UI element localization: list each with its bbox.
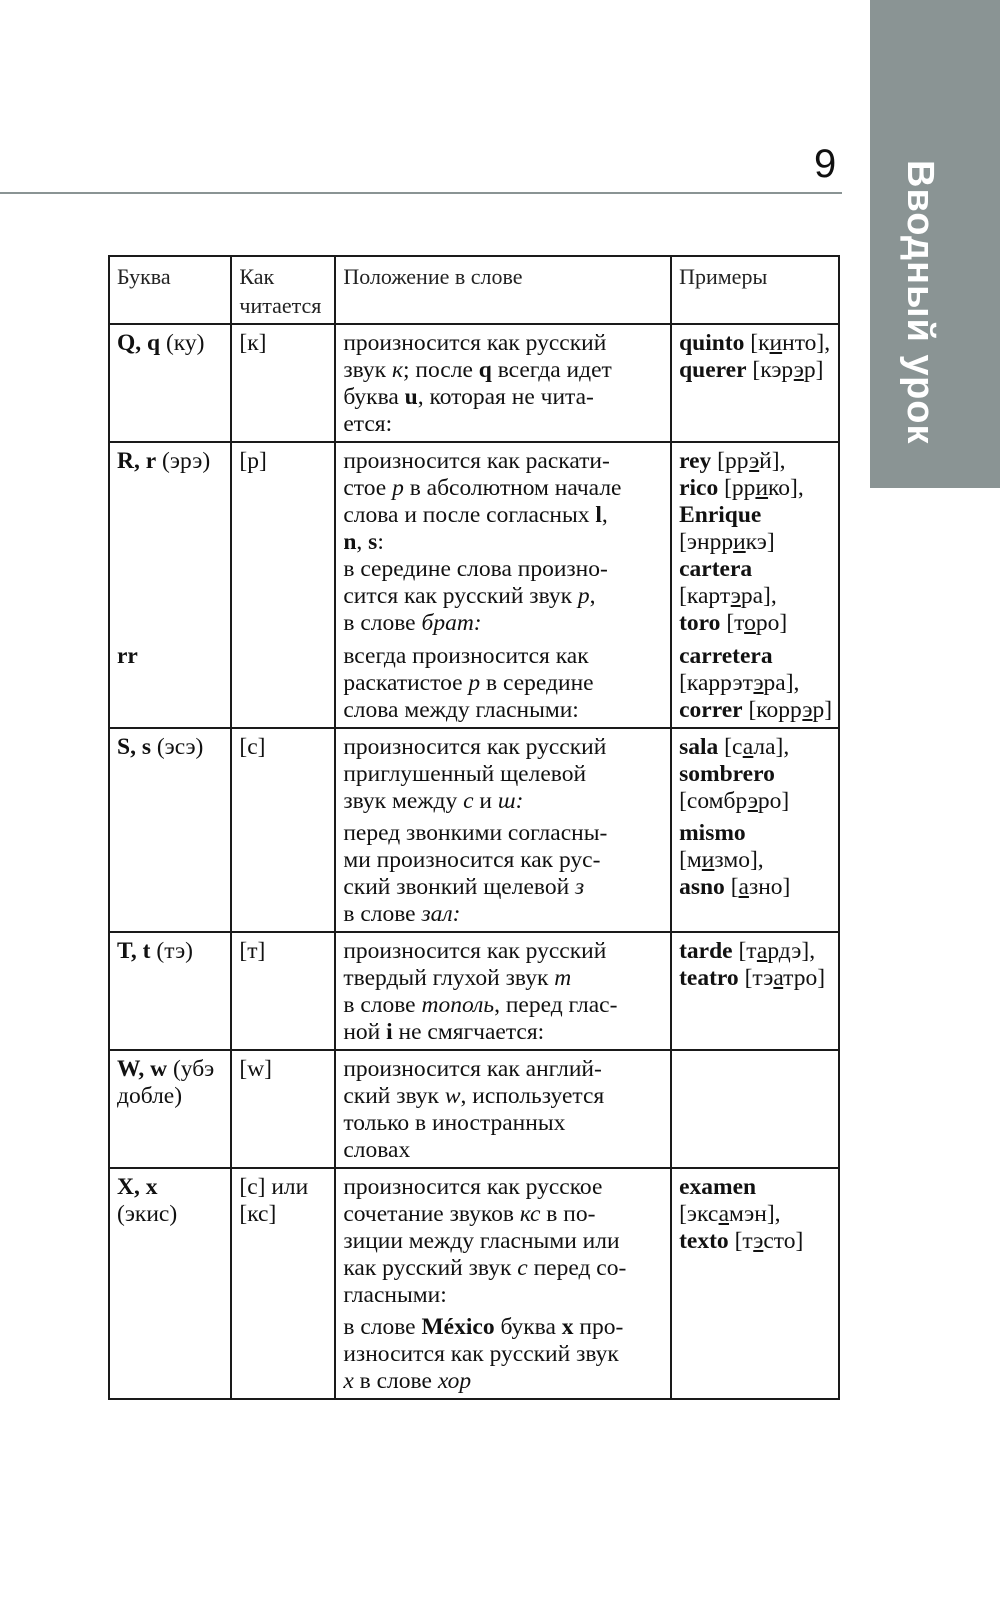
letter-cell: rr	[109, 639, 231, 728]
page-number: 9	[814, 142, 837, 186]
examples-cell: examen [эксамэн], texto [тэсто]	[671, 1168, 839, 1399]
table-row	[109, 324, 839, 442]
position-cell: произносится как англий- ский звук w, используется только в иностранных словах	[335, 1050, 671, 1168]
sound-cell: [т]	[231, 932, 335, 1050]
header-position: Положение в слове	[335, 256, 671, 324]
header-rule	[0, 192, 842, 194]
letter-cell: R, r (эрэ)	[109, 442, 231, 639]
table-row	[109, 442, 839, 639]
sound-cell: [с]	[231, 728, 335, 932]
header-examples: Примеры	[671, 256, 839, 324]
table-row	[109, 932, 839, 1050]
sound-cell: [к]	[231, 324, 335, 442]
sound-cell	[231, 639, 335, 728]
sound-cell: [w]	[231, 1050, 335, 1168]
sound-cell: [р]	[231, 442, 335, 639]
examples-cell: carretera [каррэтэра], correr [коррэр]	[671, 639, 839, 728]
position-cell: всегда произносится как раскатистое р в середине слова между гласными:	[335, 639, 671, 728]
table-row	[109, 1050, 839, 1168]
letter-cell: W, w (убэ добле)	[109, 1050, 231, 1168]
table-row	[109, 728, 839, 932]
examples-cell: quinto [кинто], querer [кэрэр]	[671, 324, 839, 442]
examples-cell: rey [ррэй], rico [ррико], Enrique [энррикэ] cartera [картэра], toro [торо]	[671, 442, 839, 639]
letter-cell: Q, q (ку)	[109, 324, 231, 442]
examples-cell: tarde [тардэ], teatro [тэатро]	[671, 932, 839, 1050]
letter-cell: S, s (эсэ)	[109, 728, 231, 932]
chapter-title: Вводный урок	[899, 160, 941, 445]
position-cell: произносится как русский приглушенный щелевой звук между с и ш: перед звонкими согласны- ми произносится как рус- ский звонкий щелевой з в слове зал:	[335, 728, 671, 932]
table-row	[109, 639, 839, 728]
table-header-row	[109, 256, 839, 324]
header-letter: Буква	[109, 256, 231, 324]
phonetics-table	[108, 255, 840, 1400]
examples-cell: sala [сала], sombrero [сомбрэро] mismo [мизмо], asno [азно]	[671, 728, 839, 932]
examples-cell	[671, 1050, 839, 1168]
table-row	[109, 1168, 839, 1399]
header-reads: Как читается	[231, 256, 335, 324]
position-cell: произносится как раскати- стое р в абсолютном начале слова и после согласных l, n, s: в середине слова произно- сится как русский звук р, в слове брат:	[335, 442, 671, 639]
letter-cell: T, t (тэ)	[109, 932, 231, 1050]
position-cell: произносится как русский твердый глухой звук т в слове тополь, перед глас- ной i не смягчается:	[335, 932, 671, 1050]
letter-cell: X, x (экис)	[109, 1168, 231, 1399]
position-cell: произносится как русское сочетание звуков кс в по- зиции между гласными или как русский звук с перед со- гласными: в слове México буква x про- износится как русский звук х в слове хор	[335, 1168, 671, 1399]
position-cell: произносится как русский звук к; после q всегда идет буква u, которая не чита- ется:	[335, 324, 671, 442]
sound-cell: [с] или [кс]	[231, 1168, 335, 1399]
